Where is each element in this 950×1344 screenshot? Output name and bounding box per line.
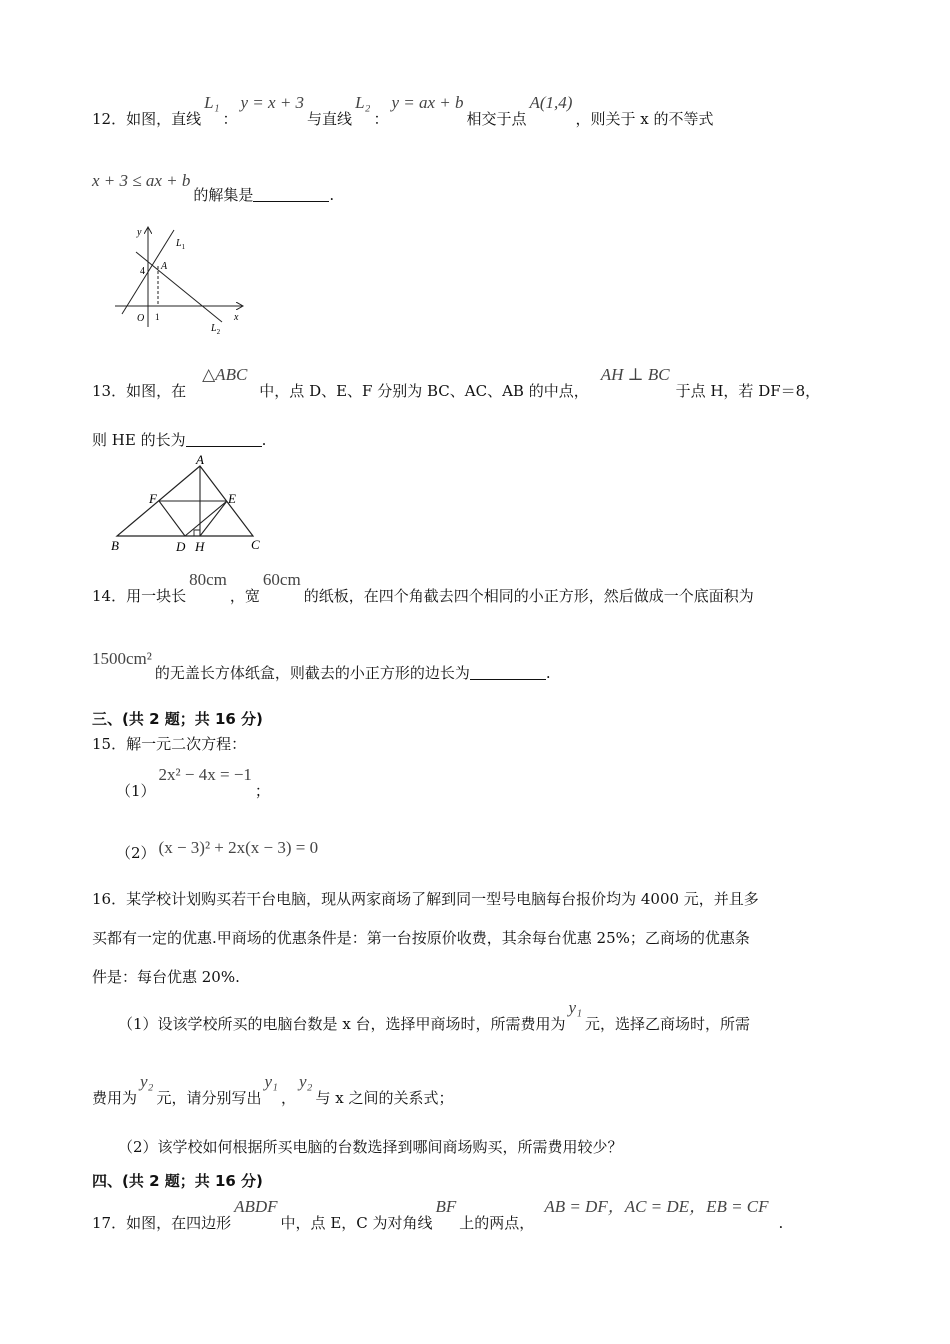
inequality: x + 3 ≤ ax + b — [92, 171, 191, 190]
quad-ABDF: ABDF — [234, 1197, 278, 1216]
q16-line3: 件是：每台优惠 20%. — [92, 968, 240, 986]
fig-label-1: 1 — [155, 312, 160, 322]
var-y1-again: y₁ — [264, 1072, 278, 1091]
var-y2-again: y₂ — [298, 1072, 313, 1091]
segment-HE — [200, 501, 227, 536]
length-80cm: 80cm — [189, 570, 227, 589]
line-L2-label: L₂ — [355, 93, 371, 112]
congruence-conditions: AB = DF，AC = DE，EB = CF — [544, 1197, 769, 1216]
fig-label-D: D — [176, 539, 186, 554]
section-4-heading: 四、(共 2 题；共 16 分) — [92, 1172, 263, 1190]
answer-blank[interactable] — [470, 665, 546, 680]
fig-label-H: H — [195, 539, 205, 554]
fig-label-L2: $L_2$ — [211, 323, 221, 336]
q14-line1: 14．用一块长80cm，宽60cm的纸板，在四个角截去四个相同的小正方形，然后做成一个底面积为 — [92, 570, 754, 605]
q16-line1: 16．某学校计划购买若干台电脑，现从两家商场了解到同一型号电脑每台报价均为 4000 元，并且多 — [92, 890, 759, 908]
q16-part1-line1: （1）设该学校所买的电脑台数是 x 台，选择甲商场时，所需费用为y₁元，选择乙商场时，所需 — [118, 998, 751, 1033]
var-y2: y₂ — [140, 1072, 154, 1091]
equation-1: 2x² − 4x = −1 — [158, 765, 252, 784]
segment-DE — [185, 501, 227, 536]
equation-L1: y = x + 3 — [240, 93, 305, 112]
fig-label-A: A — [196, 454, 204, 467]
section-3-heading: 三、(共 2 题；共 16 分) — [92, 710, 263, 728]
q13-line1: 13．如图，在△ABC中，点 D、E、F 分别为 BC、AC、AB 的中点，AH ⊥ BC于点 H，若 DF＝8， — [92, 365, 821, 400]
q12-graph-figure — [110, 222, 250, 337]
perpendicular-condition: AH ⊥ BC — [600, 365, 670, 384]
fig-label-L1: $L_1$ — [176, 238, 186, 251]
right-angle-mark — [194, 530, 200, 536]
fig-label-B: B — [111, 538, 119, 553]
segment-FD — [159, 501, 185, 536]
answer-blank[interactable] — [253, 187, 329, 202]
fig-label-4: 4 — [140, 266, 145, 277]
q16-part2: （2）该学校如何根据所买电脑的台数选择到哪间商场购买，所需费用较少？ — [118, 1138, 623, 1156]
q13-number: 13 — [92, 382, 112, 400]
q17-line1: 17．如图，在四边形ABDF中，点 E，C 为对角线BF上的两点，AB = DF，AC = DE，EB = CF. — [92, 1197, 784, 1232]
fig-label-C: C — [251, 537, 260, 552]
answer-blank[interactable] — [186, 432, 262, 447]
diagonal-BF: BF — [435, 1197, 457, 1216]
fig-label-A: A — [161, 261, 168, 272]
q15-part2: （2） (x − 3)² + 2x(x − 3) = 0 — [116, 842, 321, 863]
q12-line1: 12．如图，直线L₁：y = x + 3与直线L₂：y = ax + b相交于点A(1,4)，则关于 x 的不等式 — [92, 93, 714, 128]
point-A: A(1,4) — [529, 93, 573, 112]
q13-triangle-figure — [108, 454, 268, 556]
triangle-ABC: △ABC — [202, 365, 248, 384]
q16-line2: 买都有一定的优惠.甲商场的优惠条件是：第一台按原价收费，其余每台优惠 25%；乙商场的优惠条 — [92, 929, 750, 947]
q15-line1: 15．解一元二次方程： — [92, 735, 247, 753]
q15-number: 15 — [92, 735, 112, 753]
fig-label-x: x — [234, 312, 239, 323]
equation-2: (x − 3)² + 2x(x − 3) = 0 — [158, 838, 319, 857]
var-y1: y₁ — [568, 998, 583, 1017]
q14-number: 14 — [92, 587, 112, 605]
q16-number: 16 — [92, 890, 112, 908]
q15-part1: （1）2x² − 4x = −1； — [116, 765, 270, 800]
q12-line2: x + 3 ≤ ax + b的解集是 . — [92, 171, 335, 204]
q14-line2: 1500cm²的无盖长方体纸盒，则截去的小正方形的边长为 . — [92, 649, 551, 682]
area-1500: 1500cm² — [92, 649, 152, 668]
line-L2 — [136, 252, 222, 322]
fig-label-E: E — [228, 491, 236, 506]
fig-label-y: y — [137, 227, 142, 238]
q17-number: 17 — [92, 1214, 112, 1232]
equation-L2: y = ax + b — [391, 93, 464, 112]
q12-number: 12 — [92, 110, 112, 128]
q13-line2: 则 HE 的长为 . — [92, 431, 267, 449]
fig-label-O: O — [137, 313, 145, 324]
line-L1-label: L₁ — [204, 93, 220, 112]
fig-label-F: F — [149, 491, 157, 506]
q16-part1-line2: 费用为y₂元，请分别写出y₁，y₂与 x 之间的关系式； — [92, 1072, 454, 1107]
width-60cm: 60cm — [262, 570, 301, 589]
